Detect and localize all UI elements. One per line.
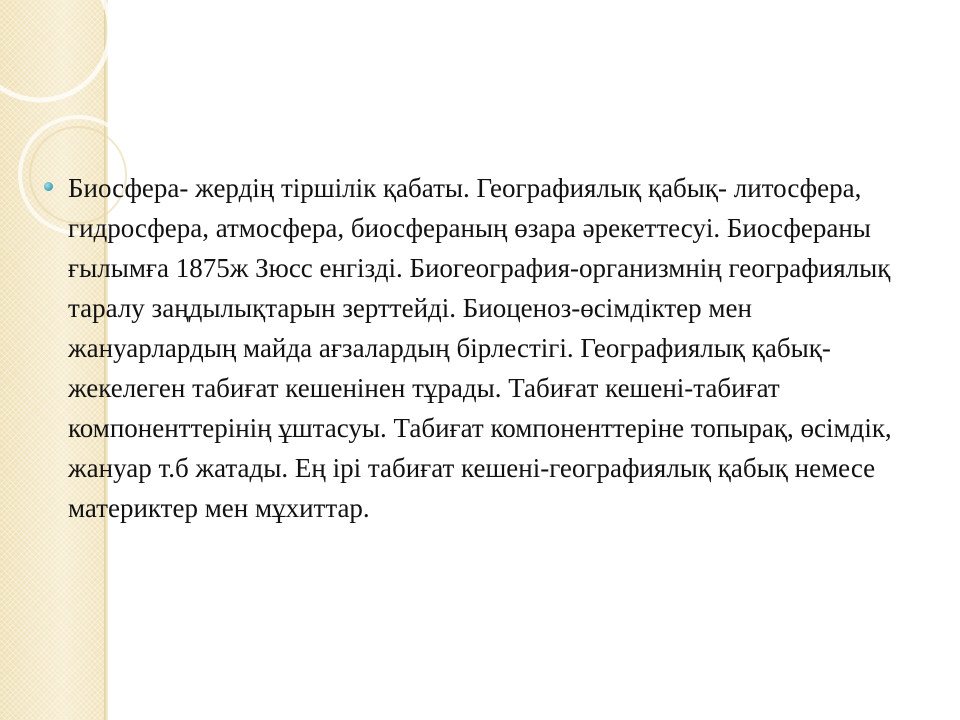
slide-body <box>68 168 918 528</box>
bullet-item <box>68 168 918 528</box>
ring-large <box>0 0 110 100</box>
bullet-text: Биосфера- жердің тіршілік қабаты. Географиялық қабық- литосфера, гидросфера, атмосфера, биосфераның өзара әрекеттесуі. Биосфераны ғылымға 1875ж Зюсс енгізді. Биогеография-организмнің географиялық таралу заңдылықтарын зерттейді. Биоценоз-өсімдіктер мен жануарлардың майда ағзалардың бірлестігі. Географиялық қабық- жекелеген табиғат кешенінен тұрады. Табиғат кешені-табиғат компоненттерінің ұштасуы. Табиғат компоненттеріне топырақ, өсімдік, жануар т.б жатады. Ең ірі табиғат кешені-географиялық қабық немесе материктер мен мұхиттар. <box>68 173 892 523</box>
bullet-dot-icon <box>44 182 53 191</box>
